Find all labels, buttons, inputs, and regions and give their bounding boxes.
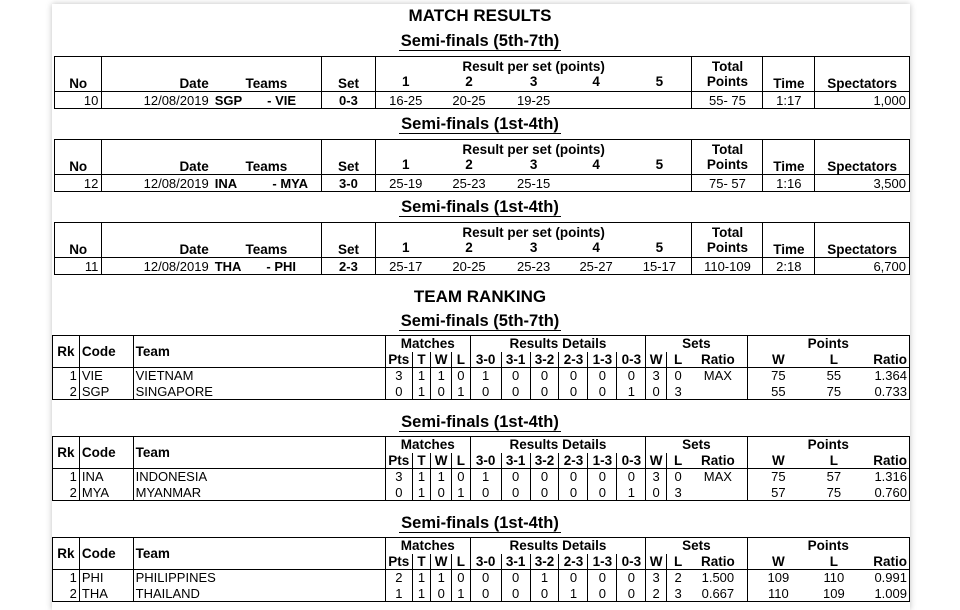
rank-d13: 0 [588,570,617,586]
match-set5 [627,92,692,109]
rank-d03: 1 [617,485,646,501]
match-row [55,258,910,275]
col-d13: 1-3 [588,352,617,368]
col-total-top: Total [692,223,763,241]
col-set-4: 4 [565,240,627,258]
col-set-2: 2 [436,157,503,175]
match-set4 [565,92,627,109]
rank-w: 0 [431,384,452,400]
match-set3: 25-23 [502,258,564,275]
col-d31: 3-1 [501,352,530,368]
rank-code: PHI [79,570,133,586]
col-results-details: Results Details [470,336,646,352]
col-sets-l: L [666,554,689,570]
col-sets-ratio: Ratio [689,352,747,368]
col-sets-ratio: Ratio [689,453,747,469]
rank-rk: 1 [53,469,80,485]
col-total-top: Total [692,57,763,75]
col-d23: 2-3 [559,554,588,570]
rank-d30: 0 [470,586,501,602]
rank-d03: 0 [617,368,646,384]
col-results-details: Results Details [470,437,646,453]
match-set4: 25-27 [565,258,627,275]
rank-points-l: 75 [809,485,859,501]
col-l: L [452,352,471,368]
col-sets: Sets [646,336,747,352]
col-d03: 0-3 [617,352,646,368]
col-d31: 3-1 [501,453,530,469]
match-row [55,175,910,192]
rank-t: 1 [412,368,431,384]
rank-pts: 1 [385,586,412,602]
match-teams: INA - MYA [212,175,322,192]
col-time: Time [763,140,815,175]
ranking-row [53,469,910,485]
match-spectators: 1,000 [815,92,910,109]
rank-t: 1 [412,485,431,501]
rank-d31: 0 [501,586,530,602]
col-set-5: 5 [627,240,692,258]
col-set-4: 4 [565,74,627,92]
col-no: No [55,57,102,92]
rank-d32: 0 [530,469,559,485]
rank-w: 1 [431,570,452,586]
rank-sets-ratio: 0.667 [689,586,747,602]
col-d32: 3-2 [530,453,559,469]
rank-w: 0 [431,586,452,602]
rank-d31: 0 [501,485,530,501]
match-section-title: Semi-finals (1st-4th) [401,115,559,133]
col-rk: Rk [53,437,80,469]
col-d30: 3-0 [470,453,501,469]
rank-points-l: 57 [826,469,842,485]
rank-d03: 1 [617,384,646,400]
rank-sets-ratio [689,384,747,400]
col-points: Points [747,437,909,453]
rank-d23: 0 [559,570,588,586]
rank-code: VIE [79,368,133,384]
rank-code: THA [79,586,133,602]
col-set-3: 3 [502,157,564,175]
col-points-w: W [747,554,809,570]
col-sets-w: W [646,453,667,469]
rank-l: 1 [452,485,471,501]
col-t: T [412,453,431,469]
rank-sets-ratio: MAX [689,368,747,384]
col-set: Set [322,223,376,258]
ranking-section-title: Semi-finals (5th-7th) [400,312,560,330]
col-points: Points [747,538,909,554]
rank-d31: 0 [501,368,530,384]
rank-d13: 0 [588,586,617,602]
match-set: 3-0 [322,175,376,192]
rank-team: INDONESIA [133,469,385,485]
rank-sets-w: 3 [652,368,660,384]
col-d32: 3-2 [530,352,559,368]
rank-sets-w: 2 [646,586,667,602]
col-code: Code [79,538,133,570]
rank-rk: 2 [53,485,80,501]
col-l: L [452,554,471,570]
col-set-3: 3 [502,240,564,258]
ranking-section-title: Semi-finals (1st-4th) [401,413,559,431]
col-no: No [55,223,102,258]
rank-team: THAILAND [133,586,385,602]
rank-code: SGP [79,384,133,400]
col-code: Code [79,336,133,368]
col-date: Date [102,57,212,92]
col-set: Set [322,57,376,92]
rank-team: SINGAPORE [133,384,385,400]
col-w: W [431,352,452,368]
rank-points-w: 109 [767,570,790,586]
rank-sets-l: 0 [666,469,689,485]
col-teams: Teams [212,140,322,175]
match-table [54,56,910,109]
rank-w: 1 [431,469,452,485]
rank-sets-ratio: MAX [689,469,747,485]
rank-points-ratio: 0.733 [859,384,910,400]
col-points-l: L [809,453,859,469]
ranking-table [52,436,910,501]
rank-sets-w: 3 [652,570,660,586]
ranking-row [53,384,910,400]
rank-points-l: 75 [809,384,859,400]
rank-code: INA [79,469,133,485]
col-d13: 1-3 [588,554,617,570]
rank-t: 1 [412,586,431,602]
col-set-1: 1 [375,74,435,92]
col-spectators: Spectators [815,140,910,175]
col-matches: Matches [385,538,470,554]
match-spectators: 3,500 [815,175,910,192]
match-total: 75- 57 [692,175,763,192]
match-set3: 19-25 [502,92,564,109]
col-d03: 0-3 [617,453,646,469]
col-team: Team [133,437,385,469]
rank-d32: 0 [530,586,559,602]
col-spectators: Spectators [815,57,910,92]
rank-d32: 0 [530,368,559,384]
rank-team: MYANMAR [133,485,385,501]
col-date: Date [102,223,212,258]
col-t: T [412,352,431,368]
rank-rk: 2 [53,384,80,400]
rank-sets-ratio: 1.500 [689,570,747,586]
rank-d23: 0 [559,469,588,485]
match-teams: SGP - VIE [212,92,322,109]
match-teams: THA - PHI [212,258,322,275]
match-section-title: Semi-finals (1st-4th) [401,198,559,216]
col-points-w: W [747,352,809,368]
match-section-title: Semi-finals (5th-7th) [400,32,560,50]
col-total-bottom: Points [692,240,763,258]
col-sets-l: L [666,352,689,368]
rank-sets-l: 3 [666,384,689,400]
ranking-row [53,368,910,384]
rank-points-ratio: 0.991 [859,570,910,586]
rank-d32: 1 [530,570,559,586]
col-set-3: 3 [502,74,564,92]
ranking-row [53,485,910,501]
col-set-1: 1 [375,157,435,175]
match-set2: 25-23 [436,175,503,192]
rank-d31: 0 [501,469,530,485]
rank-code: MYA [79,485,133,501]
rank-d23: 0 [559,384,588,400]
col-rk: Rk [53,538,80,570]
match-row [55,92,910,109]
rank-points-l: 110 [823,570,845,586]
col-total-bottom: Points [692,74,763,92]
col-d13: 1-3 [588,453,617,469]
col-teams: Teams [212,57,322,92]
col-sets-w: W [646,352,667,368]
col-matches: Matches [385,336,470,352]
col-d03: 0-3 [617,554,646,570]
col-set-4: 4 [565,157,627,175]
col-matches: Matches [385,437,470,453]
match-no: 10 [55,92,102,109]
col-total-bottom: Points [692,157,763,175]
col-total-top: Total [692,140,763,158]
match-date: 12/08/2019 [102,258,212,275]
rank-d03: 0 [617,570,646,586]
col-pts: Pts [385,352,412,368]
match-time: 1:17 [763,92,815,109]
rank-team: PHILIPPINES [133,570,385,586]
ranking-section-title: Semi-finals (1st-4th) [401,514,559,532]
col-result-per-set: Result per set (points) [375,57,692,75]
rank-sets-w: 3 [652,469,660,485]
col-code: Code [79,437,133,469]
rank-sets-l: 2 [666,570,689,586]
ranking-table [52,537,910,602]
col-date: Date [102,140,212,175]
col-d30: 3-0 [470,352,501,368]
rank-d31: 0 [501,384,530,400]
match-time: 1:16 [763,175,815,192]
match-set: 2-3 [322,258,376,275]
match-set1: 25-19 [375,175,435,192]
rank-pts: 3 [395,368,403,384]
col-d31: 3-1 [501,554,530,570]
rank-rk: 1 [53,368,80,384]
rank-d32: 0 [530,384,559,400]
rank-d30: 0 [470,384,501,400]
match-set1: 16-25 [375,92,435,109]
rank-sets-l: 3 [666,586,689,602]
rank-points-w: 57 [747,485,809,501]
ranking-table [52,335,910,400]
rank-d03: 0 [617,586,646,602]
rank-d31: 0 [501,570,530,586]
rank-points-ratio: 0.760 [859,485,910,501]
rank-l: 0 [452,570,471,586]
col-teams: Teams [212,223,322,258]
rank-rk: 2 [53,586,80,602]
rank-w: 0 [431,485,452,501]
match-spectators: 6,700 [815,258,910,275]
col-no: No [55,140,102,175]
col-set: Set [322,140,376,175]
match-set4 [565,175,627,192]
rank-points-w: 110 [747,586,809,602]
col-points-l: L [809,554,859,570]
rank-l: 1 [452,586,471,602]
match-date: 12/08/2019 [102,175,212,192]
rank-d30: 1 [481,469,490,485]
col-points-ratio: Ratio [859,453,910,469]
col-l: L [452,453,471,469]
match-date: 12/08/2019 [102,92,212,109]
rank-sets-w: 0 [646,384,667,400]
ranking-row [53,586,910,602]
team-ranking-title: TEAM RANKING [413,287,547,306]
match-total: 110-109 [692,258,763,275]
col-spectators: Spectators [815,223,910,258]
col-set-2: 2 [436,240,503,258]
rank-d03: 0 [617,469,646,485]
rank-d13: 0 [588,368,617,384]
rank-points-l: 109 [809,586,859,602]
col-points-w: W [747,453,809,469]
col-points: Points [747,336,909,352]
col-t: T [412,554,431,570]
col-pts: Pts [385,554,412,570]
col-time: Time [763,223,815,258]
match-table [54,139,910,192]
rank-points-ratio: 1.364 [859,368,910,384]
rank-points-w: 75 [771,469,786,485]
rank-sets-ratio [689,485,747,501]
col-points-ratio: Ratio [859,554,910,570]
match-set: 0-3 [322,92,376,109]
col-result-per-set: Result per set (points) [375,223,692,241]
match-table [54,222,910,275]
rank-t: 1 [412,570,431,586]
col-set-5: 5 [627,157,692,175]
match-set1: 25-17 [375,258,435,275]
match-set5: 15-17 [627,258,692,275]
rank-d23: 0 [559,368,588,384]
col-d23: 2-3 [559,453,588,469]
col-sets-w: W [646,554,667,570]
match-time: 2:18 [763,258,815,275]
rank-points-ratio: 1.316 [859,469,910,485]
rank-l: 1 [452,384,471,400]
col-team: Team [133,336,385,368]
col-sets-ratio: Ratio [689,554,747,570]
rank-pts: 0 [385,384,412,400]
rank-points-w: 75 [771,368,786,384]
rank-d13: 0 [588,485,617,501]
rank-l: 0 [452,368,471,384]
col-time: Time [763,57,815,92]
rank-d30: 0 [470,485,501,501]
col-d30: 3-0 [470,554,501,570]
rank-sets-w: 0 [646,485,667,501]
col-w: W [431,554,452,570]
match-no: 12 [55,175,102,192]
rank-t: 1 [412,384,431,400]
rank-pts: 3 [395,469,403,485]
col-d32: 3-2 [530,554,559,570]
col-rk: Rk [53,336,80,368]
col-w: W [431,453,452,469]
col-set-1: 1 [375,240,435,258]
match-results-title: MATCH RESULTS [408,6,552,25]
col-sets: Sets [646,538,747,554]
col-pts: Pts [385,453,412,469]
rank-points-w: 55 [747,384,809,400]
rank-d13: 0 [588,384,617,400]
rank-w: 1 [431,368,452,384]
col-sets: Sets [646,437,747,453]
match-total: 55- 75 [692,92,763,109]
col-sets-l: L [666,453,689,469]
rank-points-l: 55 [826,368,842,384]
rank-sets-l: 3 [666,485,689,501]
rank-d30: 0 [481,570,490,586]
rank-rk: 1 [53,570,80,586]
col-d23: 2-3 [559,352,588,368]
rank-d23: 1 [559,586,588,602]
match-no: 11 [55,258,102,275]
rank-sets-l: 0 [666,368,689,384]
col-set-5: 5 [627,74,692,92]
col-points-ratio: Ratio [859,352,910,368]
col-set-2: 2 [436,74,503,92]
rank-d23: 0 [559,485,588,501]
match-set5 [627,175,692,192]
rank-l: 0 [452,469,471,485]
ranking-row [53,570,910,586]
rank-d30: 1 [481,368,490,384]
rank-points-ratio: 1.009 [859,586,910,602]
rank-pts: 2 [395,570,403,586]
col-team: Team [133,538,385,570]
rank-team: VIETNAM [133,368,385,384]
match-set3: 25-15 [502,175,564,192]
rank-pts: 0 [385,485,412,501]
col-results-details: Results Details [470,538,646,554]
col-points-l: L [809,352,859,368]
match-set2: 20-25 [436,258,503,275]
match-set2: 20-25 [436,92,503,109]
rank-d32: 0 [530,485,559,501]
rank-t: 1 [412,469,431,485]
col-result-per-set: Result per set (points) [375,140,692,158]
rank-d13: 0 [588,469,617,485]
